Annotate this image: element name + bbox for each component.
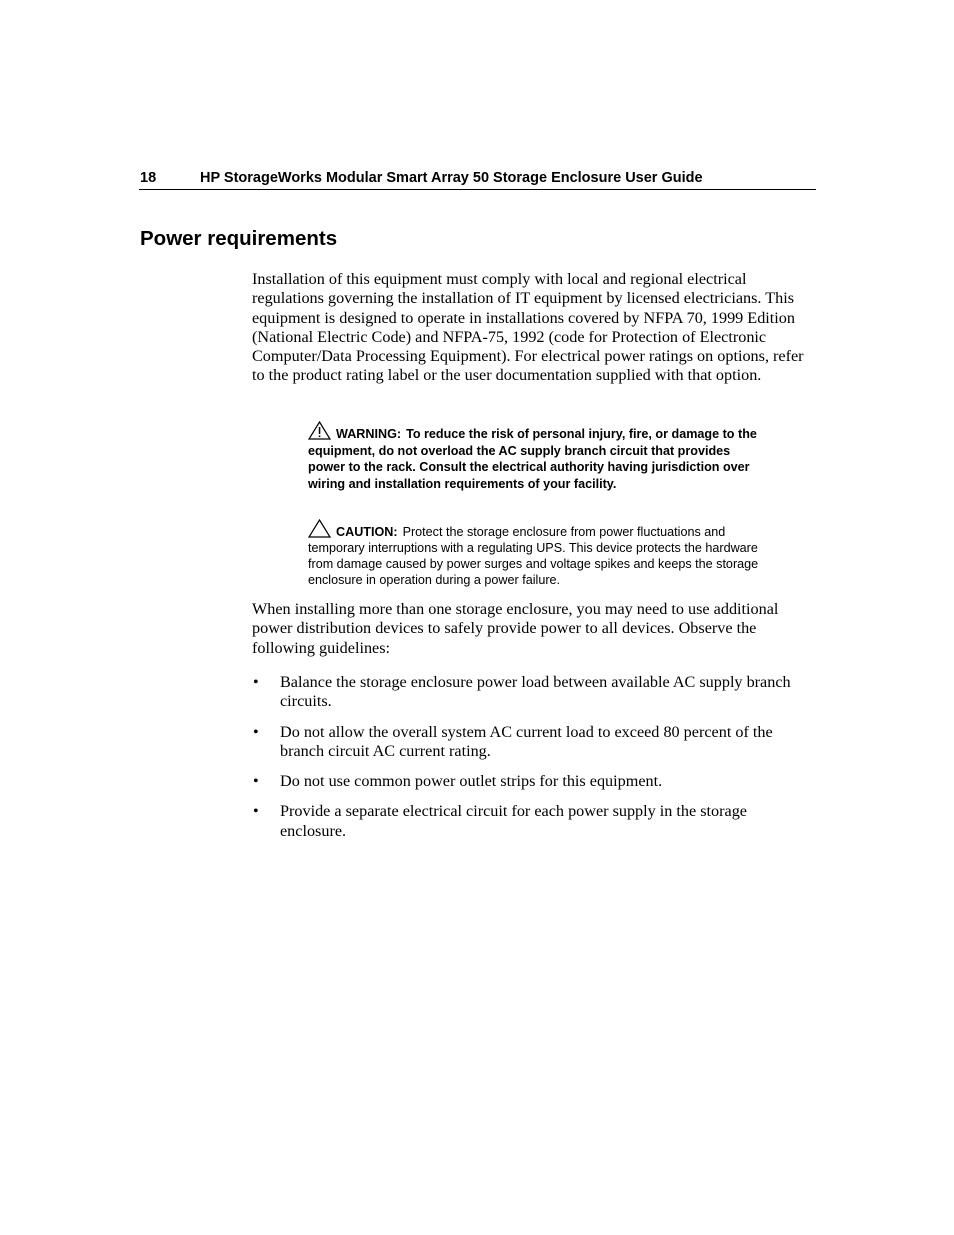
list-item-text: Balance the storage enclosure power load between available AC supply branch circuits. <box>280 673 791 711</box>
list-item <box>252 802 812 841</box>
warning-exclamation-triangle-icon <box>308 421 331 440</box>
list-item <box>252 772 812 791</box>
bullet-icon: • <box>253 673 259 691</box>
guidelines-list <box>252 673 812 852</box>
warning-notice <box>308 421 760 492</box>
section-heading: Power requirements <box>140 227 338 250</box>
bullet-icon: • <box>253 772 259 791</box>
list-item-text: Do not use common power outlet strips for this equipment. <box>280 772 663 791</box>
bullet-icon: • <box>253 722 259 741</box>
caution-text: Protect the storage enclosure from power fluctuations and temporary interruptions with a regulating UPS. This device protects the hardware from damage caused by power surges and voltage spikes and keeps the storage enclosure in operation during a power failure. <box>308 525 759 588</box>
document-title: HP StorageWorks Modular Smart Array 50 Storage Enclosure User Guide <box>200 170 703 186</box>
intro-paragraph: Installation of this equipment must comply with local and regional electrical regulations governing the installation of IT equipment by licensed electricians. This equipment is designed to operate in installations covered by NFPA 70, 1999 Edition (National Electric Code) and NFPA-75, 1992 (code for Protection of Electronic Computer/Data Processing Equipment). For electrical power ratings on options, refer to the product rating label or the user documentation supplied with that option. <box>252 270 804 385</box>
page-number: 18 <box>140 170 157 186</box>
caution-label: CAUTION: <box>336 525 398 539</box>
guidelines-intro-paragraph: When installing more than one storage enclosure, you may need to use additional power distribution devices to safely provide power to all devices. Observe the following guidelines: <box>252 600 779 657</box>
running-header <box>139 168 816 190</box>
list-item <box>252 673 812 712</box>
caution-triangle-icon <box>308 519 331 538</box>
warning-text: To reduce the risk of personal injury, fire, or damage to the equipment, do not overload the AC supply branch circuit that provides power to the rack. Consult the electrical authority having jurisdiction over wiring and installation requirements of your facility. <box>308 427 757 491</box>
list-item-text: Provide a separate electrical circuit for each power supply in the storage enclosure. <box>280 802 747 840</box>
warning-label: WARNING: <box>336 427 402 441</box>
list-item-text: Do not allow the overall system AC current load to exceed 80 percent of the branch circuit AC current rating. <box>280 722 773 760</box>
bullet-icon: • <box>253 802 259 821</box>
list-item <box>252 723 812 762</box>
caution-notice <box>308 519 760 588</box>
